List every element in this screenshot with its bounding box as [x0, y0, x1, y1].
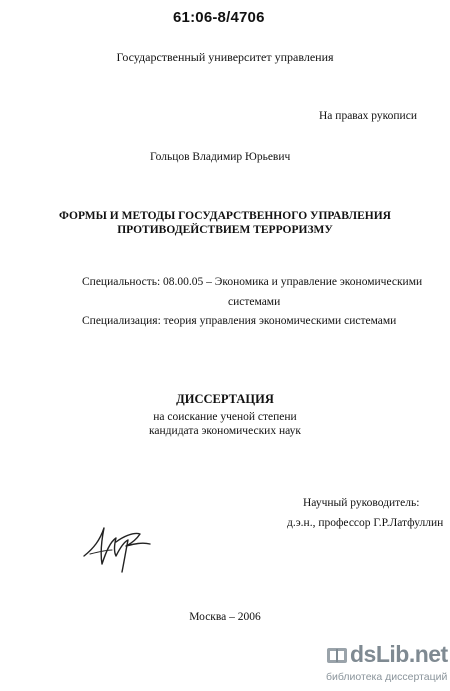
- specialization-line: Специализация: теория управления экономическими системами: [82, 315, 397, 327]
- author-name: Гольцов Владимир Юрьевич: [150, 151, 291, 163]
- specialty-line-1: Специальность: 08.00.05 – Экономика и управление экономическими: [82, 276, 423, 288]
- catalog-code: 61:06-8/4706: [173, 9, 265, 26]
- degree-block: [0, 410, 450, 438]
- manuscript-rights: На правах рукописи: [319, 110, 417, 122]
- degree-line-2: кандидата экономических наук: [149, 425, 301, 437]
- university-name: Государственный университет управления: [116, 50, 334, 64]
- dissertation-heading: ДИССЕРТАЦИЯ: [176, 392, 274, 406]
- watermark-logo: [322, 641, 450, 691]
- book-icon: [326, 644, 348, 666]
- degree-line-1: на соискание ученой степени: [153, 411, 297, 423]
- specialty-line-2: системами: [228, 296, 281, 308]
- watermark-tagline: библиотека диссертаций: [326, 671, 448, 683]
- supervisor-label: Научный руководитель:: [303, 497, 420, 509]
- title-line-1: ФОРМЫ И МЕТОДЫ ГОСУДАРСТВЕННОГО УПРАВЛЕНИЯ: [59, 210, 391, 222]
- handwritten-signature: [80, 512, 160, 576]
- city-year: Москва – 2006: [189, 611, 261, 623]
- dissertation-title: [0, 209, 450, 237]
- title-line-2: ПРОТИВОДЕЙСТВИЕМ ТЕРРОРИЗМУ: [117, 224, 333, 236]
- watermark-brand: dsLib.net: [350, 641, 448, 667]
- supervisor-name: д.э.н., профессор Г.Р.Латфуллин: [287, 517, 444, 529]
